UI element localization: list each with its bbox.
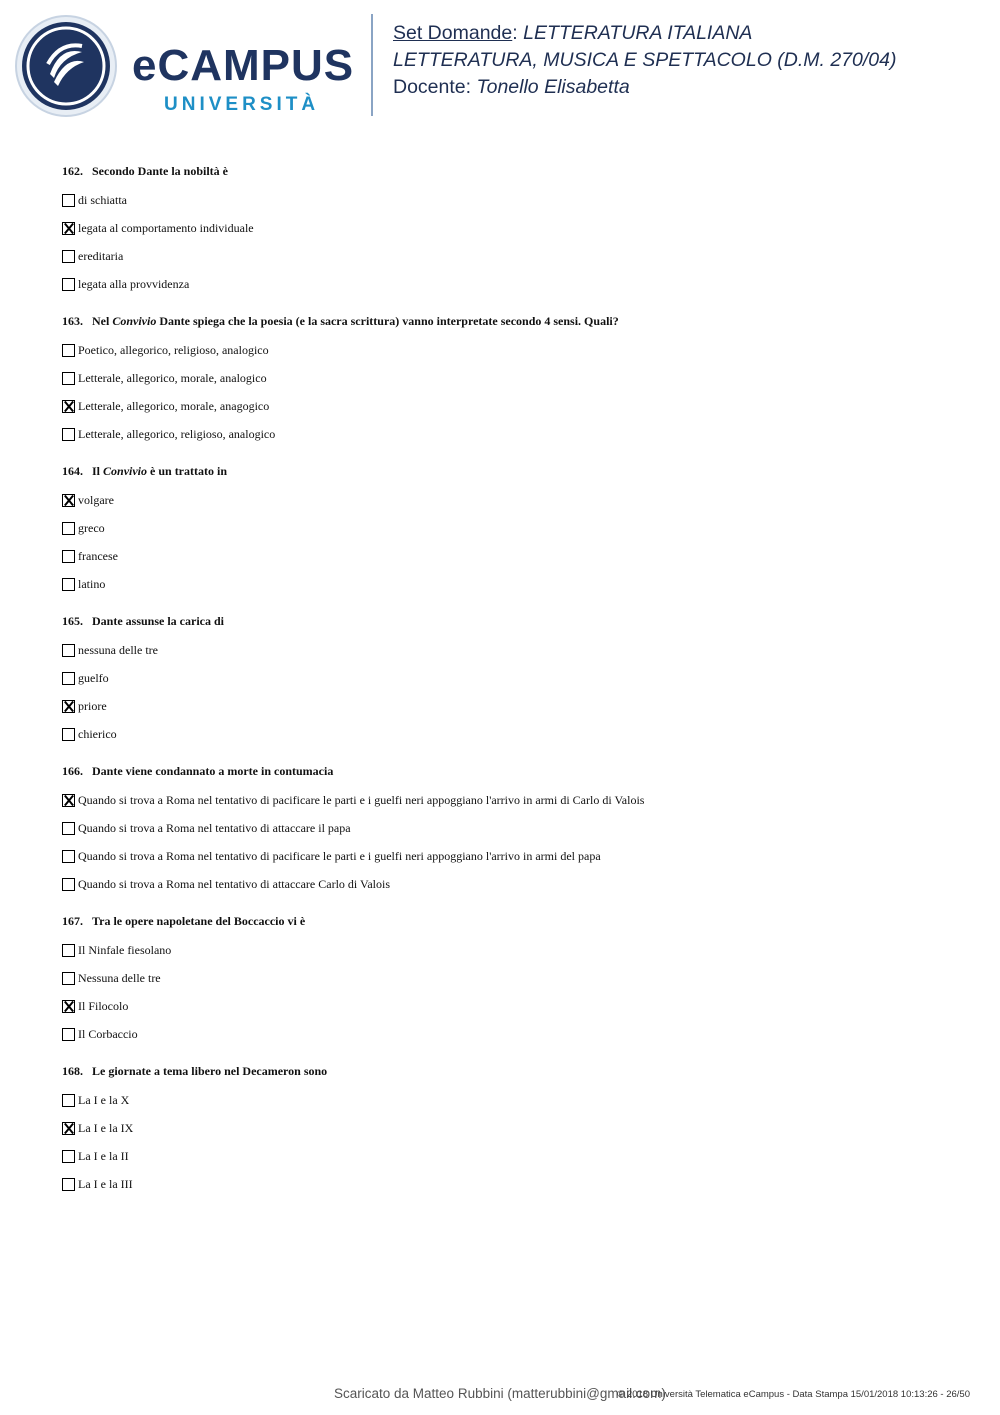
checkbox[interactable]	[62, 522, 75, 535]
print-info: © 2018 Università Telematica eCampus - Data Stampa 15/01/2018 10:13:26 - 26/50	[617, 1389, 970, 1400]
answer-option[interactable]	[62, 1142, 962, 1170]
teacher-name: Tonello Elisabetta	[476, 76, 630, 98]
answer-option[interactable]	[62, 992, 962, 1020]
checked-checkbox[interactable]	[62, 700, 75, 713]
course-name: LETTERATURA ITALIANA	[523, 22, 753, 44]
question-number: 162.	[62, 164, 83, 178]
set-line	[393, 20, 897, 47]
checked-checkbox[interactable]	[62, 1000, 75, 1013]
answer-text: Letterale, allegorico, morale, analogico	[78, 370, 267, 385]
question-block	[62, 460, 962, 598]
question-block	[62, 910, 962, 1048]
answer-text: guelfo	[78, 670, 109, 685]
question-text: è un trattato in	[147, 464, 228, 478]
question-block	[62, 610, 962, 748]
checked-checkbox[interactable]	[62, 400, 75, 413]
checkbox[interactable]	[62, 1150, 75, 1163]
question-block	[62, 160, 962, 298]
checkbox[interactable]	[62, 250, 75, 263]
question-text: Dante spiega che la poesia (e la sacra scrittura) vanno interpretate secondo 4 sensi. Quali?	[156, 314, 619, 328]
checkbox[interactable]	[62, 944, 75, 957]
answer-option[interactable]	[62, 364, 962, 392]
answer-text: La I e la III	[78, 1176, 133, 1191]
answer-option[interactable]	[62, 720, 962, 748]
header-divider	[371, 14, 373, 116]
checkbox[interactable]	[62, 428, 75, 441]
answer-text: priore	[78, 698, 107, 713]
answer-option[interactable]	[62, 936, 962, 964]
question-list	[62, 160, 962, 1210]
answer-option[interactable]	[62, 214, 962, 242]
answer-text: Nessuna delle tre	[78, 970, 161, 985]
question-text-italic: Convivio	[112, 314, 157, 328]
ecampus-logo	[14, 14, 354, 118]
answer-option[interactable]	[62, 570, 962, 598]
question-number: 165.	[62, 614, 83, 628]
question-text: Tra le opere napoletane del Boccaccio vi è	[92, 914, 306, 928]
answer-text: legata al comportamento individuale	[78, 220, 254, 235]
checkbox[interactable]	[62, 278, 75, 291]
answer-text: nessuna delle tre	[78, 642, 158, 657]
logo-subtitle: UNIVERSITÀ	[164, 94, 320, 115]
checkbox[interactable]	[62, 344, 75, 357]
question-title	[62, 160, 962, 186]
checked-checkbox[interactable]	[62, 222, 75, 235]
question-number: 166.	[62, 764, 83, 778]
teacher-line	[393, 74, 897, 101]
answer-text: greco	[78, 520, 105, 535]
checkbox[interactable]	[62, 1178, 75, 1191]
question-text: Le giornate a tema libero nel Decameron sono	[92, 1064, 328, 1078]
question-text: Nel	[92, 314, 113, 328]
page-footer	[0, 1386, 1000, 1404]
answer-text: Quando si trova a Roma nel tentativo di attaccare Carlo di Valois	[78, 876, 391, 891]
download-notice: Scaricato da Matteo Rubbini (matterubbini@gmail.com)	[334, 1386, 666, 1401]
answer-option[interactable]	[62, 964, 962, 992]
answer-option[interactable]	[62, 842, 962, 870]
checked-checkbox[interactable]	[62, 494, 75, 507]
question-number: 163.	[62, 314, 83, 328]
answer-text: Il Filocolo	[78, 998, 129, 1013]
checkbox[interactable]	[62, 850, 75, 863]
checkbox[interactable]	[62, 194, 75, 207]
answer-option[interactable]	[62, 692, 962, 720]
answer-option[interactable]	[62, 1086, 962, 1114]
question-block	[62, 760, 962, 898]
checkbox[interactable]	[62, 728, 75, 741]
checkbox[interactable]	[62, 372, 75, 385]
answer-option[interactable]	[62, 486, 962, 514]
answer-text: latino	[78, 576, 106, 591]
answer-option[interactable]	[62, 814, 962, 842]
checkbox[interactable]	[62, 644, 75, 657]
answer-option[interactable]	[62, 1114, 962, 1142]
header-info	[393, 20, 897, 101]
answer-option[interactable]	[62, 870, 962, 898]
question-title	[62, 1060, 962, 1086]
answer-option[interactable]	[62, 392, 962, 420]
answer-text: chierico	[78, 726, 117, 741]
answer-text: La I e la IX	[78, 1120, 134, 1135]
checkbox[interactable]	[62, 1094, 75, 1107]
question-number: 164.	[62, 464, 83, 478]
answer-option[interactable]	[62, 514, 962, 542]
answer-option[interactable]	[62, 1020, 962, 1048]
checkbox[interactable]	[62, 822, 75, 835]
course-program: LETTERATURA, MUSICA E SPETTACOLO (D.M. 270/04)	[393, 49, 897, 71]
answer-text: Il Ninfale fiesolano	[78, 942, 172, 957]
question-text: Secondo Dante la nobiltà è	[92, 164, 229, 178]
question-number: 168.	[62, 1064, 83, 1078]
answer-text: Letterale, allegorico, morale, anagogico	[78, 398, 270, 413]
page-header	[0, 0, 1000, 130]
answer-option[interactable]	[62, 636, 962, 664]
answer-text: Poetico, allegorico, religioso, analogico	[78, 342, 269, 357]
checkbox[interactable]	[62, 878, 75, 891]
answer-option[interactable]	[62, 420, 962, 448]
question-title	[62, 310, 962, 336]
question-block	[62, 1060, 962, 1198]
checked-checkbox[interactable]	[62, 1122, 75, 1135]
answer-text: Quando si trova a Roma nel tentativo di pacificare le parti e i guelfi neri appoggiano l'arrivo in armi del papa	[78, 848, 601, 863]
question-text: Il	[92, 464, 104, 478]
question-text-italic: Convivio	[103, 464, 148, 478]
question-title	[62, 610, 962, 636]
question-title	[62, 460, 962, 486]
answer-option[interactable]	[62, 1170, 962, 1198]
answer-text: francese	[78, 548, 118, 563]
question-block	[62, 310, 962, 448]
answer-option[interactable]	[62, 786, 962, 814]
checkbox[interactable]	[62, 550, 75, 563]
question-title	[62, 760, 962, 786]
question-text: Dante assunse la carica di	[92, 614, 224, 628]
answer-text: La I e la II	[78, 1148, 129, 1163]
university-emblem-icon	[14, 14, 118, 118]
question-number: 167.	[62, 914, 83, 928]
checkbox[interactable]	[62, 672, 75, 685]
question-title	[62, 910, 962, 936]
checkbox[interactable]	[62, 972, 75, 985]
answer-text: volgare	[78, 492, 114, 507]
logo-wordmark: eCAMPUS	[132, 41, 355, 90]
answer-option[interactable]	[62, 542, 962, 570]
set-label: Set Domande	[393, 22, 513, 44]
checkbox[interactable]	[62, 1028, 75, 1041]
answer-text: ereditaria	[78, 248, 124, 263]
checkbox[interactable]	[62, 578, 75, 591]
answer-option[interactable]	[62, 270, 962, 298]
set-separator: :	[512, 22, 518, 44]
answer-option[interactable]	[62, 242, 962, 270]
answer-option[interactable]	[62, 336, 962, 364]
answer-text: legata alla provvidenza	[78, 276, 190, 291]
answer-text: Letterale, allegorico, religioso, analogico	[78, 426, 276, 441]
checked-checkbox[interactable]	[62, 794, 75, 807]
answer-text: Quando si trova a Roma nel tentativo di pacificare le parti e i guelfi neri appoggiano l'arrivo in armi di Carlo di Valois	[78, 792, 645, 807]
teacher-label: Docente:	[393, 76, 472, 98]
answer-text: La I e la X	[78, 1092, 130, 1107]
answer-option[interactable]	[62, 186, 962, 214]
answer-option[interactable]	[62, 664, 962, 692]
answer-text: Il Corbaccio	[78, 1026, 138, 1041]
question-text: Dante viene condannato a morte in contumacia	[92, 764, 334, 778]
answer-text: di schiatta	[78, 192, 127, 207]
answer-text: Quando si trova a Roma nel tentativo di attaccare il papa	[78, 820, 351, 835]
